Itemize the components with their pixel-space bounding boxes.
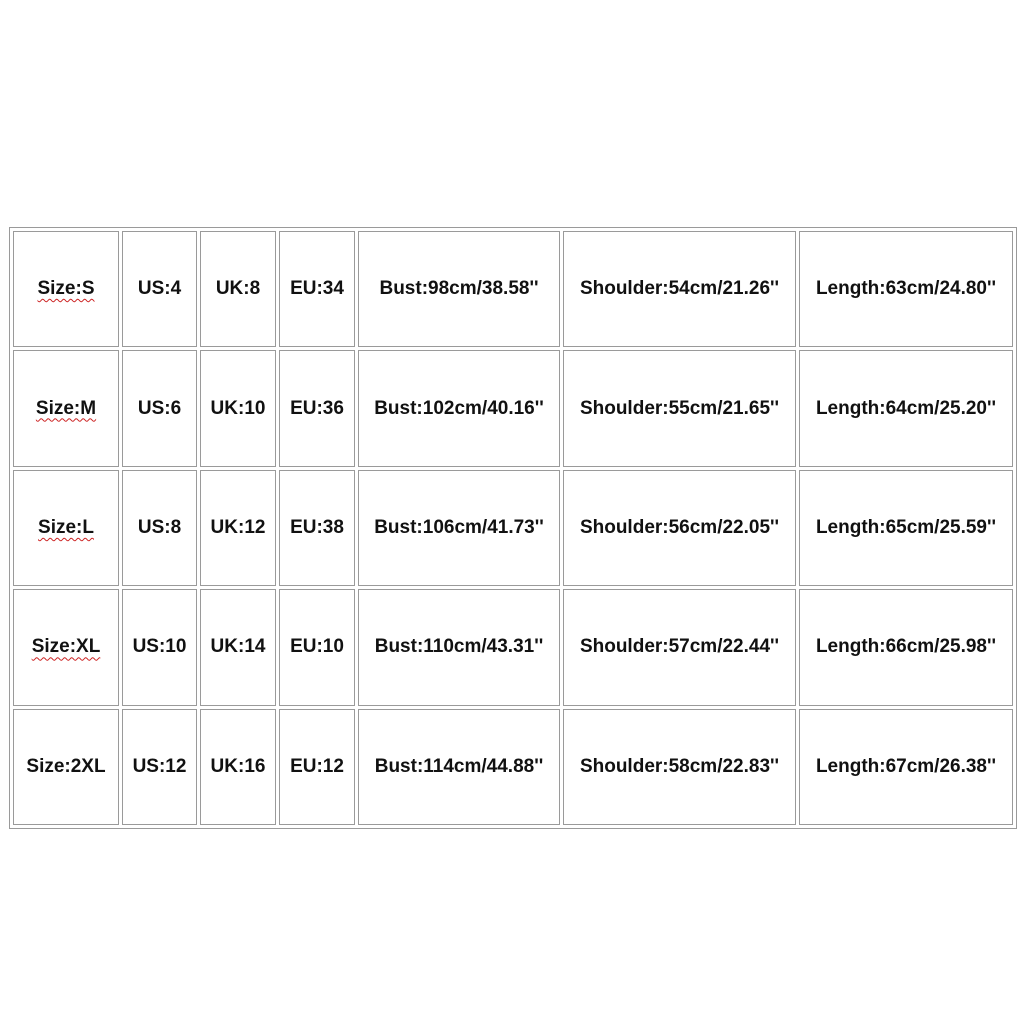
eu-size-cell: EU:36	[279, 350, 355, 466]
us-size-cell: US:6	[122, 350, 197, 466]
size-row-m	[13, 350, 1013, 466]
us-size-cell: US:8	[122, 470, 197, 586]
uk-size-cell: UK:14	[200, 589, 276, 705]
uk-size-cell: UK:16	[200, 709, 276, 825]
uk-size-cell: UK:12	[200, 470, 276, 586]
bust-cell: Bust:110cm/43.31''	[358, 589, 560, 705]
us-size-cell: US:4	[122, 231, 197, 347]
size-row-s	[13, 231, 1013, 347]
size-row-2xl	[13, 709, 1013, 825]
shoulder-cell: Shoulder:58cm/22.83''	[563, 709, 796, 825]
bust-cell: Bust:98cm/38.58''	[358, 231, 560, 347]
size-label: Size:2XL	[26, 755, 106, 777]
us-size-cell: US:12	[122, 709, 197, 825]
size-cell	[13, 709, 119, 825]
shoulder-cell: Shoulder:56cm/22.05''	[563, 470, 796, 586]
size-cell	[13, 589, 119, 705]
size-row-l	[13, 470, 1013, 586]
length-cell: Length:67cm/26.38''	[799, 709, 1013, 825]
eu-size-cell: EU:38	[279, 470, 355, 586]
eu-size-cell: EU:10	[279, 589, 355, 705]
eu-size-cell: EU:34	[279, 231, 355, 347]
size-label: Size:M	[35, 397, 97, 419]
eu-size-cell: EU:12	[279, 709, 355, 825]
size-label: Size:XL	[31, 636, 101, 658]
size-chart-table	[9, 227, 1017, 829]
size-row-xl	[13, 589, 1013, 705]
shoulder-cell: Shoulder:55cm/21.65''	[563, 350, 796, 466]
shoulder-cell: Shoulder:54cm/21.26''	[563, 231, 796, 347]
bust-cell: Bust:106cm/41.73''	[358, 470, 560, 586]
bust-cell: Bust:102cm/40.16''	[358, 350, 560, 466]
bust-cell: Bust:114cm/44.88''	[358, 709, 560, 825]
length-cell: Length:64cm/25.20''	[799, 350, 1013, 466]
size-cell	[13, 470, 119, 586]
length-cell: Length:66cm/25.98''	[799, 589, 1013, 705]
size-cell	[13, 231, 119, 347]
us-size-cell: US:10	[122, 589, 197, 705]
size-label: Size:S	[37, 278, 95, 300]
length-cell: Length:63cm/24.80''	[799, 231, 1013, 347]
shoulder-cell: Shoulder:57cm/22.44''	[563, 589, 796, 705]
size-cell	[13, 350, 119, 466]
length-cell: Length:65cm/25.59''	[799, 470, 1013, 586]
uk-size-cell: UK:8	[200, 231, 276, 347]
uk-size-cell: UK:10	[200, 350, 276, 466]
size-label: Size:L	[38, 516, 94, 538]
